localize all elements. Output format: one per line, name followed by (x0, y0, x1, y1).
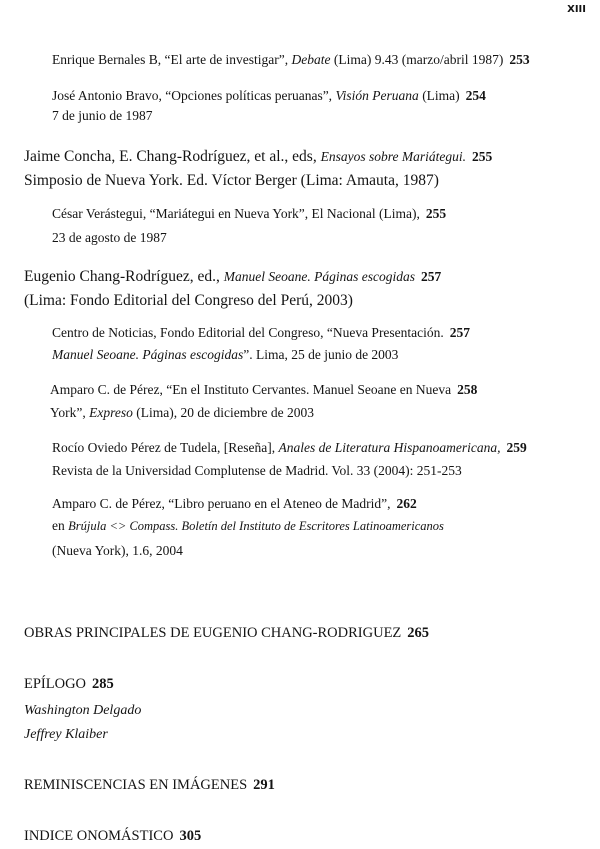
section-epilogo (24, 675, 114, 693)
entry-text: Amparo C. de Pérez, “Libro peruano en el Ateneo de Madrid”, (52, 496, 391, 511)
entry-text: César Verástegui, “Mariátegui en Nueva York”, El Nacional (Lima), (52, 206, 420, 221)
entry-continuation: Simposio de Nueva York. Ed. Víctor Berger (Lima: Amauta, 1987) (24, 172, 439, 189)
entry-continuation: (Lima: Fondo Editorial del Congreso del Perú, 2003) (24, 292, 353, 309)
entry-source: Brújula <> Compass. Boletín del Instituto de Escritores Latinoamericanos (68, 519, 444, 533)
section-reminiscencias (24, 776, 275, 794)
epilogo-author: Washington Delgado (24, 703, 142, 718)
epilogo-author: Jeffrey Klaiber (24, 727, 108, 742)
page-ref: 255 (425, 206, 447, 221)
entry-text: Amparo C. de Pérez, “En el Instituto Cervantes. Manuel Seoane en Nueva (50, 382, 452, 397)
page-ref: 259 (506, 440, 527, 455)
page-ref: 253 (509, 52, 530, 67)
entry-source: Debate (291, 52, 331, 67)
entry-source: Anales de Literatura Hispanoamericana, (278, 440, 501, 455)
entry-source: Ensayos sobre Mariátegui. (320, 149, 466, 164)
entry-text: Eugenio Chang-Rodríguez, ed., (24, 268, 224, 285)
toc-entry-perez-ateneo (52, 496, 417, 512)
page-ref: 305 (179, 828, 202, 844)
page-ref: 257 (420, 269, 442, 284)
entry-text: Centro de Noticias, Fondo Editorial del Congreso, “Nueva Presentación. (52, 325, 444, 340)
entry-source: Manuel Seoane. Páginas escogidas (223, 269, 415, 284)
page-ref: 258 (457, 382, 478, 397)
entry-continuation: 23 de agosto de 1987 (52, 230, 167, 245)
page-ref: 255 (471, 149, 493, 164)
toc-entry-bravo (52, 88, 486, 104)
section-title: INDICE ONOMÁSTICO (24, 828, 174, 844)
entry-source: Manuel Seoane. Páginas escogidas (52, 347, 244, 362)
entry-continuation: 7 de junio de 1987 (52, 108, 153, 123)
entry-continuation (52, 347, 398, 363)
entry-continuation: Revista de la Universidad Complutense de Madrid. Vol. 33 (2004): 251-253 (52, 463, 462, 478)
toc-entry-perez-cervantes (50, 382, 477, 398)
entry-continuation: (Nueva York), 1.6, 2004 (52, 543, 183, 558)
section-title: OBRAS PRINCIPALES DE EUGENIO CHANG-RODRIGUEZ (24, 625, 402, 641)
toc-entry-chang-rodriguez (24, 268, 441, 286)
section-title: EPÍLOGO (24, 676, 87, 692)
entry-text: (Lima) (418, 88, 460, 103)
section-title: REMINISCENCIAS EN IMÁGENES (24, 777, 248, 793)
toc-entry-centro-noticias (52, 325, 470, 341)
entry-continuation (52, 518, 444, 534)
page-ref: 257 (449, 325, 471, 340)
entry-continuation (50, 405, 314, 421)
section-obras-principales (24, 624, 429, 642)
page-ref: 285 (92, 676, 114, 692)
toc-entry-verastegui (52, 206, 446, 222)
entry-text: York”, (50, 405, 90, 420)
toc-entry-bernales (52, 52, 530, 68)
entry-text: (Lima), 20 de diciembre de 2003 (132, 405, 314, 420)
entry-source: Expreso (89, 405, 133, 420)
section-indice-onomastico (24, 827, 201, 845)
entry-text: ”. Lima, 25 de junio de 2003 (243, 347, 399, 362)
entry-text: Rocío Oviedo Pérez de Tudela, [Reseña], (52, 440, 279, 455)
entry-text: Jaime Concha, E. Chang-Rodríguez, et al., eds, (24, 148, 321, 165)
entry-text: (Lima) 9.43 (marzo/abril 1987) (330, 52, 504, 67)
page-ref: 291 (253, 777, 275, 793)
entry-text: en (52, 518, 69, 533)
page-number: XIII (567, 4, 586, 15)
page-ref: 265 (407, 625, 430, 641)
entry-source: Visión Peruana (335, 88, 419, 103)
page-ref: 262 (396, 496, 417, 511)
entry-text: Enrique Bernales B, “El arte de investigar”, (52, 52, 292, 67)
toc-entry-concha (24, 148, 492, 166)
entry-text: José Antonio Bravo, “Opciones políticas peruanas”, (52, 88, 336, 103)
page-ref: 254 (465, 88, 486, 103)
toc-entry-oviedo (52, 440, 527, 456)
